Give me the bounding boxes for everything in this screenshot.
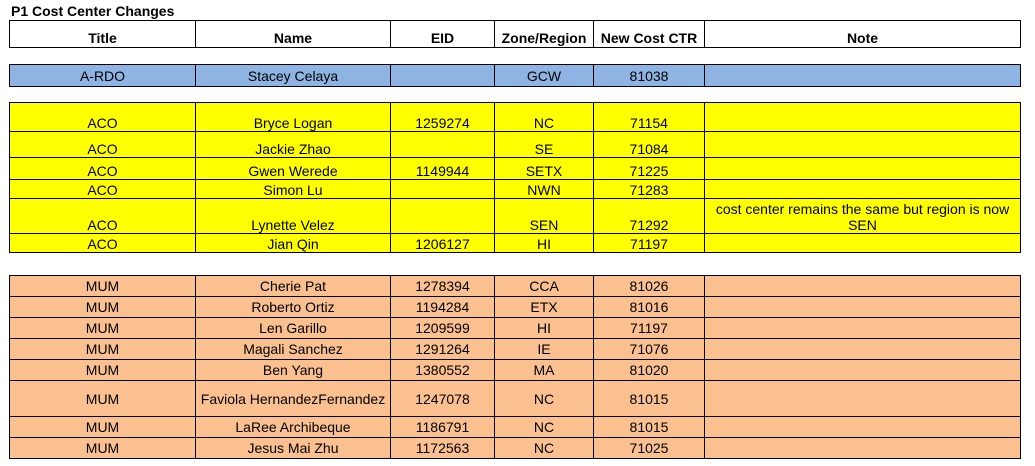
- cell-ctr[interactable]: 81015: [594, 417, 705, 438]
- cell-name[interactable]: Jackie Zhao: [196, 132, 391, 158]
- cell-eid[interactable]: 1172563: [391, 438, 495, 459]
- cell-zone[interactable]: HI: [495, 234, 594, 253]
- table-row: [10, 417, 1021, 438]
- cell-eid[interactable]: 1194284: [391, 297, 495, 318]
- cell-zone[interactable]: NC: [495, 381, 594, 417]
- cell-zone[interactable]: SE: [495, 132, 594, 158]
- header-row: [10, 21, 1021, 48]
- cell-title[interactable]: MUM: [10, 318, 196, 339]
- cell-name[interactable]: LaRee Archibeque: [196, 417, 391, 438]
- cell-name[interactable]: Faviola HernandezFernandez: [196, 381, 391, 417]
- cell-name[interactable]: Bryce Logan: [196, 103, 391, 132]
- cell-ctr[interactable]: 71283: [594, 180, 705, 199]
- cell-eid[interactable]: 1149944: [391, 158, 495, 180]
- cell-zone[interactable]: NC: [495, 103, 594, 132]
- cell-title[interactable]: MUM: [10, 339, 196, 360]
- cell-eid[interactable]: 1209599: [391, 318, 495, 339]
- cell-note[interactable]: [705, 103, 1021, 132]
- cell-name[interactable]: Roberto Ortiz: [196, 297, 391, 318]
- cell-eid[interactable]: [391, 199, 495, 234]
- cell-ctr[interactable]: 81038: [594, 65, 705, 87]
- cell-note[interactable]: [705, 234, 1021, 253]
- cell-title[interactable]: MUM: [10, 297, 196, 318]
- table-row: [10, 180, 1021, 199]
- cell-eid[interactable]: 1247078: [391, 381, 495, 417]
- cell-zone[interactable]: SEN: [495, 199, 594, 234]
- cell-note[interactable]: [705, 381, 1021, 417]
- cell-note[interactable]: [705, 276, 1021, 297]
- cell-zone[interactable]: IE: [495, 339, 594, 360]
- cell-eid[interactable]: [391, 65, 495, 87]
- cell-title[interactable]: ACO: [10, 180, 196, 199]
- aco-table: [9, 102, 1021, 253]
- cell-ctr[interactable]: 81026: [594, 276, 705, 297]
- cell-name[interactable]: Len Garillo: [196, 318, 391, 339]
- cell-zone[interactable]: NC: [495, 417, 594, 438]
- cell-ctr[interactable]: 81020: [594, 360, 705, 381]
- cell-name[interactable]: Jesus Mai Zhu: [196, 438, 391, 459]
- cell-zone[interactable]: GCW: [495, 65, 594, 87]
- cell-zone[interactable]: CCA: [495, 276, 594, 297]
- table-row: [10, 438, 1021, 459]
- header-zone-region[interactable]: Zone/Region: [495, 21, 594, 48]
- cell-title[interactable]: A-RDO: [10, 65, 196, 87]
- header-title[interactable]: Title: [10, 21, 196, 48]
- cell-ctr[interactable]: 71076: [594, 339, 705, 360]
- cell-title[interactable]: ACO: [10, 158, 196, 180]
- cell-ctr[interactable]: 71025: [594, 438, 705, 459]
- cell-name[interactable]: Gwen Werede: [196, 158, 391, 180]
- cell-zone[interactable]: NWN: [495, 180, 594, 199]
- cell-note[interactable]: [705, 297, 1021, 318]
- table-row: [10, 339, 1021, 360]
- cell-ctr[interactable]: 81015: [594, 381, 705, 417]
- cell-title[interactable]: ACO: [10, 199, 196, 234]
- table-row: [10, 297, 1021, 318]
- cell-eid[interactable]: 1380552: [391, 360, 495, 381]
- cell-name[interactable]: Lynette Velez: [196, 199, 391, 234]
- cell-note[interactable]: [705, 158, 1021, 180]
- cell-title[interactable]: MUM: [10, 381, 196, 417]
- cell-zone[interactable]: SETX: [495, 158, 594, 180]
- cell-name[interactable]: Magali Sanchez: [196, 339, 391, 360]
- table-row: [10, 199, 1021, 234]
- cell-note[interactable]: [705, 180, 1021, 199]
- header-table: [9, 20, 1021, 48]
- table-row: [10, 318, 1021, 339]
- cell-eid[interactable]: 1259274: [391, 103, 495, 132]
- cell-ctr[interactable]: 71154: [594, 103, 705, 132]
- cell-title[interactable]: MUM: [10, 276, 196, 297]
- header-name[interactable]: Name: [196, 21, 391, 48]
- sheet-title: P1 Cost Center Changes: [11, 3, 175, 19]
- cell-zone[interactable]: MA: [495, 360, 594, 381]
- cell-eid[interactable]: 1206127: [391, 234, 495, 253]
- table-row: [10, 381, 1021, 417]
- cell-name[interactable]: Stacey Celaya: [196, 65, 391, 87]
- cell-ctr[interactable]: 71225: [594, 158, 705, 180]
- cell-name[interactable]: Simon Lu: [196, 180, 391, 199]
- cell-title[interactable]: MUM: [10, 417, 196, 438]
- cell-name[interactable]: Ben Yang: [196, 360, 391, 381]
- table-row: [10, 132, 1021, 158]
- cell-ctr[interactable]: 71084: [594, 132, 705, 158]
- cell-note[interactable]: [705, 339, 1021, 360]
- cell-eid[interactable]: 1291264: [391, 339, 495, 360]
- cell-title[interactable]: ACO: [10, 132, 196, 158]
- cell-ctr[interactable]: 71197: [594, 234, 705, 253]
- header-new-cost-ctr[interactable]: New Cost CTR: [594, 21, 705, 48]
- cell-note[interactable]: [705, 417, 1021, 438]
- cell-ctr[interactable]: 71292: [594, 199, 705, 234]
- cell-title[interactable]: MUM: [10, 360, 196, 381]
- cell-zone[interactable]: HI: [495, 318, 594, 339]
- cell-note[interactable]: [705, 318, 1021, 339]
- cell-eid[interactable]: [391, 132, 495, 158]
- cell-eid[interactable]: [391, 180, 495, 199]
- header-eid[interactable]: EID: [391, 21, 495, 48]
- cell-eid[interactable]: 1278394: [391, 276, 495, 297]
- rdo-table: [9, 64, 1021, 87]
- cell-name[interactable]: Jian Qin: [196, 234, 391, 253]
- mum-table: [9, 275, 1021, 459]
- cell-eid[interactable]: 1186791: [391, 417, 495, 438]
- cell-zone[interactable]: ETX: [495, 297, 594, 318]
- table-row: [10, 158, 1021, 180]
- cell-zone[interactable]: NC: [495, 438, 594, 459]
- table-row: [10, 276, 1021, 297]
- cell-ctr[interactable]: 81016: [594, 297, 705, 318]
- header-note[interactable]: Note: [705, 21, 1021, 48]
- cell-name[interactable]: Cherie Pat: [196, 276, 391, 297]
- cell-note[interactable]: cost center remains the same but region is now SEN: [705, 199, 1021, 234]
- table-row: [10, 103, 1021, 132]
- cell-ctr[interactable]: 71197: [594, 318, 705, 339]
- cell-title[interactable]: ACO: [10, 103, 196, 132]
- table-row: [10, 65, 1021, 87]
- table-row: [10, 360, 1021, 381]
- cell-note[interactable]: [705, 360, 1021, 381]
- cell-note[interactable]: [705, 65, 1021, 87]
- cell-note[interactable]: [705, 132, 1021, 158]
- table-row: [10, 234, 1021, 253]
- cell-title[interactable]: ACO: [10, 234, 196, 253]
- cell-title[interactable]: MUM: [10, 438, 196, 459]
- cell-note[interactable]: [705, 438, 1021, 459]
